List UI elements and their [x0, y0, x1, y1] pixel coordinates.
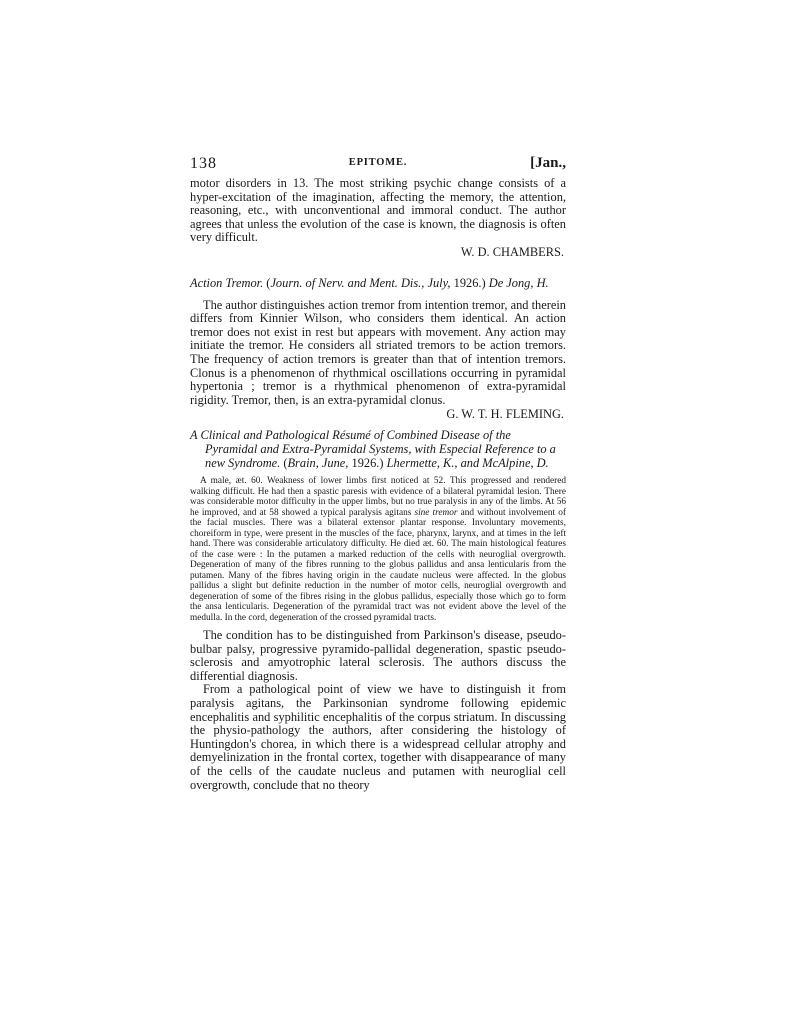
running-title: EPITOME.	[348, 157, 408, 168]
signature-fleming	[190, 407, 566, 421]
article-title: Action Tremor.	[190, 275, 264, 290]
action-tremor-paragraph: The author distinguishes action tremor from intention tremor, and therein differs from Kinnier Wilson, who considers them identical. An action tremor does not exist in rest but appears with movement. Any action may initiate the tremor. He considers all striated tremors to be action tremors. The frequency of action tremors is greater than that of intention tremors. Clonus is a phenomenon of rhythmical oscillations occurring in pyramidal hypertonia ; tremor is a rhythmical phenomenon of extra-pyramidal rigidity. Tremor, then, is an extra-pyramidal clonus.	[190, 297, 566, 407]
document-page	[190, 155, 566, 792]
citation-year: 1926.)	[450, 275, 486, 290]
journal-name: Brain, June,	[287, 455, 349, 470]
article-title: A Clinical and Pathological Résumé of Combined Disease of the Pyramidal and Extra-Pyramidal Systems, with Especial Reference to a new Syndrome.	[190, 428, 556, 470]
citation-open: (	[280, 455, 288, 470]
citation-author: De Jong, H.	[488, 275, 549, 290]
signature-fleming-surname: LEMING.	[512, 407, 564, 422]
journal-name: Journ. of Nerv. and Ment. Dis., July,	[270, 275, 451, 290]
case-report-part-2: and without involvement of the facial muscles. There was a bilateral extensor plantar response. Involuntary movements, choreiform in type, were present in the muscles of the face, pharynx, larynx, and at times in the left hand. There was considerable articulatory difficulty. He died æt. 60. The main histological features of the case were : In the putamen a marked reduction of the cells with neuroglial overgrowth. Degeneration of many of the fibres running to the globus pallidus and ansa lenticularis from the putamen. Many of the fibres having origin in the caudate nucleus were affected. In the globus pallidus a slight but definite reduction in the number of motor cells, neuroglial overgrowth and degeneration of some of the fibres rising in the globus pallidus, especially those which go to form the ansa lenticularis. Degeneration of the pyramidal tract was not evident above the level of the medulla. In the cord, degeneration of the crossed pyramidal tracts.	[190, 507, 566, 623]
case-report-small-print	[190, 476, 566, 623]
citation-open: (	[263, 275, 271, 290]
signature-chambers-initials: W. D. C	[460, 244, 501, 259]
signature-fleming-initials: G. W. T. H. F	[446, 407, 513, 422]
chambers-paragraph: motor disorders in 13. The most striking psychic change consists of a hyper-excitation of the imagination, affecting the memory, the attention, reasoning, etc., with unconventional and immoral conduct. The author agrees that unless the evolution of the case is known, the diagnosis is often very difficult.	[190, 176, 566, 245]
differential-paragraph: The condition has to be distinguished from Parkinson's disease, pseudo-bulbar palsy, progressive pyramido-pallidal degeneration, spastic pseudo-sclerosis and amyotrophic lateral sclerosis. The authors discuss the differential diagnosis.	[190, 628, 566, 683]
case-report-emphasis: sine tremor	[414, 507, 458, 518]
citation-authors: Lhermette, K., and McAlpine, D.	[383, 455, 549, 470]
header-date: [Jan.,	[530, 155, 566, 171]
action-tremor-citation	[190, 277, 566, 291]
signature-chambers	[190, 245, 566, 259]
case-report-part-1: A male, æt. 60. Weakness of lower limbs first noticed at 52. This progressed and rendered walking difficult. He had then a spastic paresis with evidence of a bilateral pyramidal lesion. There was considerable motor difficulty in the upper limbs, but no true paralysis in any of the limbs. At 56 he improved, and at 58 showed a typical paralysis agitans	[190, 476, 566, 518]
citation-year: 1926.)	[348, 455, 384, 470]
signature-chambers-surname: HAMBERS.	[501, 244, 564, 259]
pathology-paragraph: From a pathological point of view we have to distinguish it from paralysis agitans, the Parkinsonian syndrome following epidemic encephalitis and syphilitic encephalitis of the corpus striatum. In discussing the physio-pathology the authors, after considering the histology of Huntingdon's chorea, in which there is a widespread cellular atrophy and demyelinization in the frontal cortex, together with disappearance of many of the cells of the caudate nucleus and putamen with neuroglial cell overgrowth, conclude that no theory	[190, 682, 566, 792]
page-number: 138	[190, 155, 217, 172]
resume-citation	[190, 429, 566, 470]
page-header	[190, 155, 566, 177]
